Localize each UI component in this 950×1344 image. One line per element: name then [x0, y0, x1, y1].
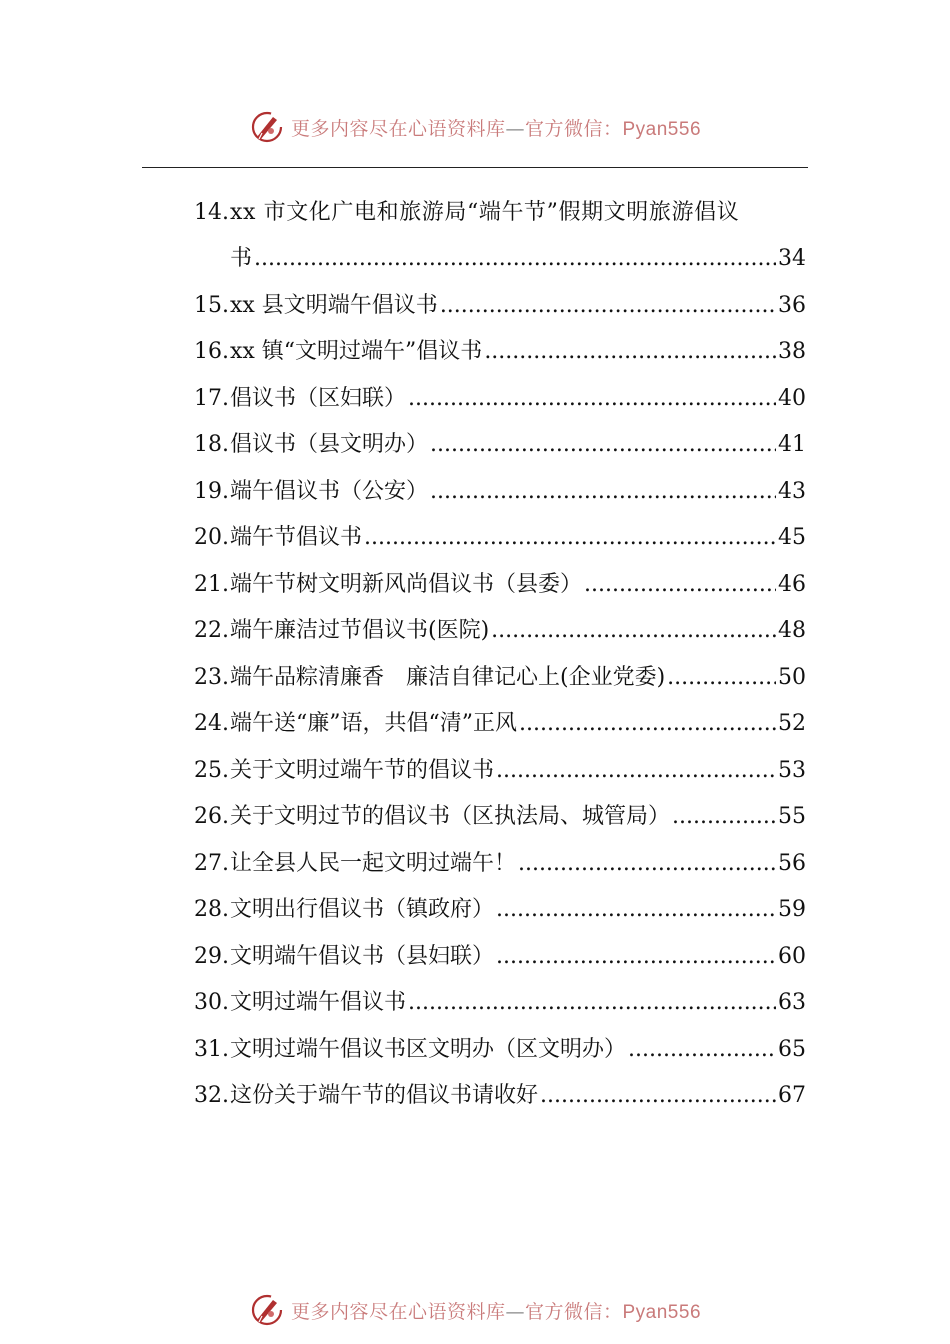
toc-entry-title: 端午送“廉”语，共倡“清”正风 [230, 711, 517, 736]
toc-entry-title: 倡议书（区妇联） [230, 385, 407, 411]
toc-leader-dots [667, 655, 776, 702]
header-divider [142, 167, 808, 168]
toc-entry[interactable] [194, 701, 806, 748]
table-of-contents [194, 190, 806, 1120]
toc-entry-title: 端午节倡议书 [230, 525, 363, 550]
toc-entry-title: 文明过端午倡议书 [230, 990, 407, 1015]
toc-entry-page: 50 [778, 664, 806, 690]
toc-leader-dots [672, 794, 776, 841]
toc-entry[interactable] [194, 748, 806, 795]
toc-leader-dots [540, 1073, 776, 1120]
quill-logo-icon [249, 1292, 285, 1328]
toc-entry-number: 15. [194, 292, 229, 318]
toc-entry-page: 38 [778, 339, 806, 364]
toc-entry[interactable] [194, 841, 806, 888]
toc-entry-page: 56 [778, 850, 806, 876]
toc-entry-page: 45 [778, 525, 806, 550]
toc-entry-page: 36 [778, 292, 806, 318]
footer-banner-text [291, 1297, 701, 1324]
toc-entry-number: 16. [194, 339, 229, 364]
toc-entry[interactable] [194, 1027, 806, 1074]
toc-entry-number: 24. [194, 711, 229, 736]
toc-entry-number: 18. [194, 432, 229, 457]
toc-entry-number: 25. [194, 757, 229, 783]
toc-leader-dots [364, 515, 776, 562]
toc-leader-dots [518, 841, 776, 888]
toc-entry-title: 端午节树文明新风尚倡议书（县委） [230, 571, 583, 597]
toc-entry-page: 59 [778, 897, 806, 922]
toc-leader-dots [430, 469, 776, 516]
toc-entry[interactable] [194, 794, 806, 841]
toc-entry-title: xx 镇“文明过端午”倡议书 [230, 339, 483, 364]
toc-entry-title: 文明过端午倡议书区文明办（区文明办） [230, 1036, 627, 1062]
toc-entry-14-line2[interactable] [194, 236, 806, 283]
toc-entry[interactable] [194, 329, 806, 376]
toc-entry-title: 端午倡议书（公安） [230, 478, 429, 504]
toc-entry-number: 22. [194, 618, 229, 643]
footer-wechat-id: Pyan556 [622, 1301, 702, 1323]
toc-entry-number: 28. [194, 897, 229, 922]
toc-entry[interactable] [194, 422, 806, 469]
toc-entry-number: 32. [194, 1083, 229, 1108]
header-wechat-id: Pyan556 [622, 118, 702, 140]
toc-entry-page: 48 [778, 618, 806, 643]
header-banner [0, 107, 950, 147]
toc-entry-number: 17. [194, 385, 229, 411]
toc-entry-title: xx 县文明端午倡议书 [230, 292, 438, 318]
quill-logo-icon [249, 109, 285, 145]
header-banner-text [291, 114, 701, 141]
footer-banner-cn: 更多内容尽在心语资料库 [290, 1300, 506, 1323]
toc-entry-14-line1[interactable] [194, 190, 806, 236]
toc-entry-title: xx 市文化广电和旅游局“端午节”假期文明旅游倡议 [230, 200, 740, 225]
toc-entry-page: 34 [778, 246, 806, 271]
toc-entry-title: 端午品粽清廉香 廉洁自律记心上(企业党委) [230, 664, 666, 690]
toc-entry-number: 21. [194, 571, 229, 597]
toc-entry[interactable] [194, 608, 806, 655]
toc-entry-number: 30. [194, 990, 229, 1015]
toc-entry[interactable] [194, 655, 806, 702]
toc-leader-dots [496, 934, 776, 981]
toc-leader-dots [408, 376, 776, 423]
toc-entry-page: 46 [778, 571, 806, 597]
toc-entry[interactable] [194, 562, 806, 609]
toc-entry-title: 文明出行倡议书（镇政府） [230, 897, 495, 922]
toc-leader-dots [440, 283, 776, 330]
header-wechat-label: 官方微信： [524, 117, 623, 140]
toc-entry[interactable] [194, 283, 806, 330]
toc-entry-title: 让全县人民一起文明过端午！ [230, 850, 517, 876]
footer-banner [0, 1290, 950, 1330]
toc-entry-page: 53 [778, 757, 806, 783]
toc-entry-page: 67 [778, 1083, 806, 1108]
toc-leader-dots [254, 236, 776, 283]
toc-entry[interactable] [194, 887, 806, 934]
toc-leader-dots [628, 1027, 776, 1074]
toc-entry-number: 14. [194, 200, 229, 225]
toc-entry-number: 23. [194, 664, 229, 690]
toc-entry-page: 41 [778, 432, 806, 457]
toc-entry-title: 这份关于端午节的倡议书请收好 [230, 1083, 539, 1108]
toc-entry[interactable] [194, 469, 806, 516]
toc-entry-title: 文明端午倡议书（县妇联） [230, 943, 495, 969]
header-banner-cn: 更多内容尽在心语资料库 [290, 117, 506, 140]
toc-leader-dots [491, 608, 776, 655]
toc-entry-page: 55 [778, 804, 806, 829]
footer-wechat-label: 官方微信： [524, 1300, 623, 1323]
toc-entry-title: 关于文明过端午节的倡议书 [230, 757, 495, 783]
toc-entry-title: 关于文明过节的倡议书（区执法局、城管局） [230, 804, 671, 829]
toc-leader-dots [408, 980, 776, 1027]
toc-entry-page: 60 [778, 943, 806, 969]
toc-entry-title: 倡议书（县文明办） [230, 432, 429, 457]
toc-leader-dots [430, 422, 776, 469]
toc-entry[interactable] [194, 515, 806, 562]
toc-entry-title: 端午廉洁过节倡议书(医院) [230, 618, 490, 643]
toc-entry-page: 52 [778, 711, 806, 736]
toc-leader-dots [484, 329, 776, 376]
toc-leader-dots [496, 748, 776, 795]
toc-entry[interactable] [194, 934, 806, 981]
toc-entry-page: 63 [778, 990, 806, 1015]
toc-entry-number: 29. [194, 943, 229, 969]
toc-entry[interactable] [194, 376, 806, 423]
toc-entry-page: 40 [778, 385, 806, 411]
footer-banner-separator: — [505, 1300, 525, 1323]
toc-entry-page: 65 [778, 1036, 806, 1062]
toc-entry[interactable] [194, 1073, 806, 1120]
toc-entry-number: 27. [194, 850, 229, 876]
toc-entry-number: 26. [194, 804, 229, 829]
toc-leader-dots [519, 701, 776, 748]
toc-entry[interactable] [194, 980, 806, 1027]
toc-entry-page: 43 [778, 478, 806, 504]
toc-entry-title-continued: 书 [230, 246, 253, 271]
toc-list [194, 283, 806, 1120]
toc-leader-dots [584, 562, 776, 609]
toc-leader-dots [496, 887, 776, 934]
toc-entry-number: 19. [194, 478, 229, 504]
toc-entry-number: 31. [194, 1036, 229, 1062]
header-banner-separator: — [505, 117, 525, 140]
toc-entry-number: 20. [194, 525, 229, 550]
